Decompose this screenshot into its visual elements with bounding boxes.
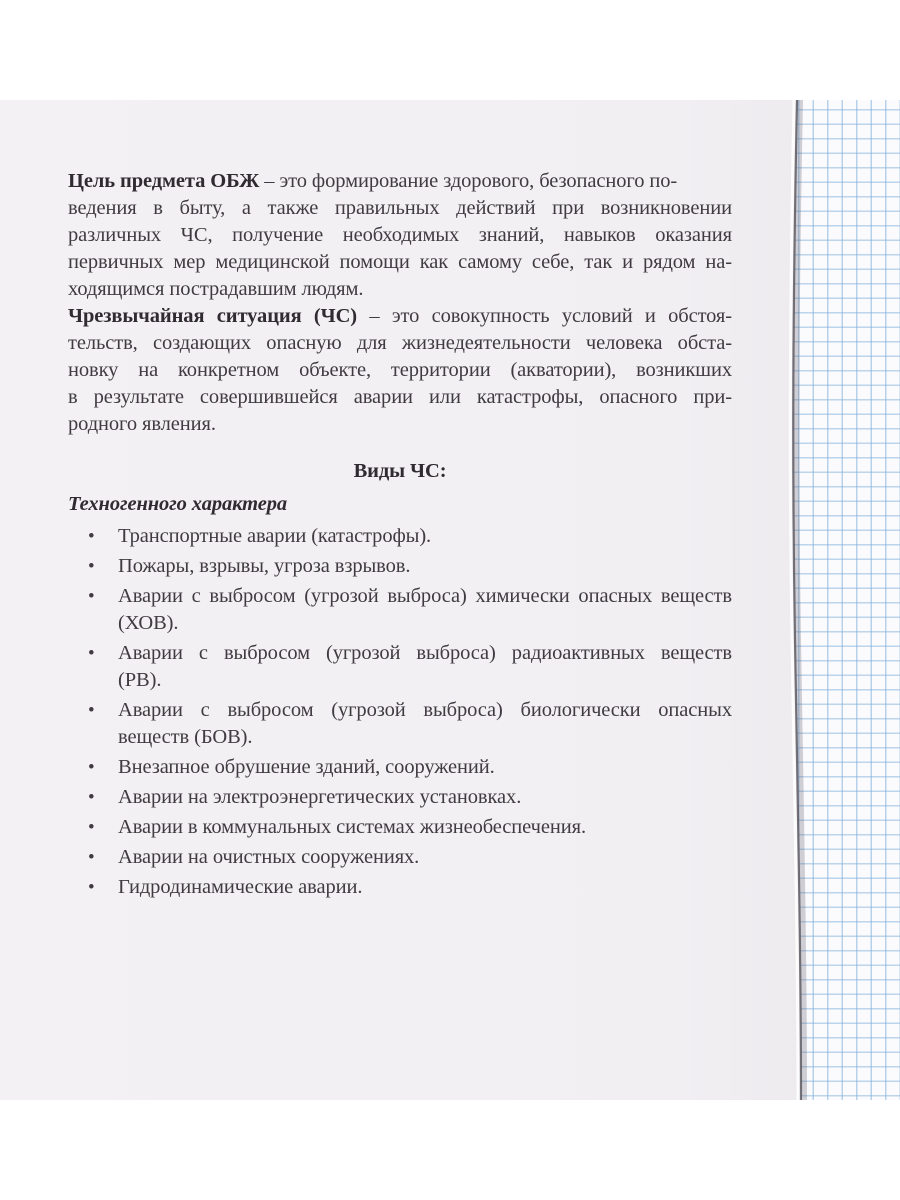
list-item-text: Аварии с выбросом (угрозой выброса) химически опасных веществ <box>118 585 732 607</box>
list-item <box>68 844 732 871</box>
list-item-text: Гидродинамические аварии. <box>118 876 363 898</box>
text-line: родного явления. <box>68 413 216 435</box>
bullet-icon: • <box>88 757 95 778</box>
list-item <box>68 784 732 811</box>
bullet-icon: • <box>88 787 95 808</box>
list-item-text: Пожары, взрывы, угроза взрывов. <box>118 555 411 577</box>
text-line: в результате совершившейся аварии или катастрофы, опасного при- <box>68 386 732 408</box>
bullet-icon: • <box>88 700 95 721</box>
paragraph-lead: Чрезвычайная ситуация (ЧС) <box>68 305 358 327</box>
paragraph-lead-rest: – это формирование здорового, безопасного по- <box>259 170 678 192</box>
bullet-icon: • <box>88 817 95 838</box>
text-line <box>68 303 732 330</box>
list-item <box>68 754 732 781</box>
list-item-text: Аварии в коммунальных системах жизнеобеспечения. <box>118 816 586 838</box>
list-item <box>68 874 732 901</box>
list-item-text: Аварии с выбросом (угрозой выброса) биологически опасных <box>118 699 732 721</box>
list-item <box>68 814 732 841</box>
text-line <box>68 170 677 192</box>
bullet-icon: • <box>88 847 95 868</box>
list-item <box>68 640 732 694</box>
hazard-list <box>68 523 732 901</box>
bullet-icon: • <box>88 556 95 577</box>
section-title: Виды ЧС: <box>353 460 447 482</box>
list-item-text: Транспортные аварии (катастрофы). <box>118 525 432 547</box>
bullet-icon: • <box>88 526 95 547</box>
text-line: ходящимся пострадавшим людям. <box>68 278 364 300</box>
list-item <box>68 553 732 580</box>
paragraph-emergency-definition <box>68 303 732 438</box>
list-item-text: веществ (БОВ). <box>118 726 253 748</box>
document-photo <box>0 100 900 1100</box>
paragraph-lead: Цель предмета ОБЖ <box>68 170 260 192</box>
page-content <box>68 168 732 904</box>
list-item-text: (РВ). <box>118 669 162 691</box>
paragraph-obzh-goal <box>68 168 732 303</box>
list-item-text: (ХОВ). <box>118 612 179 634</box>
list-item-text: Аварии на электроэнергетических установках. <box>118 786 522 808</box>
list-item-text: Аварии с выбросом (угрозой выброса) радиоактивных веществ <box>118 642 732 664</box>
text-line: различных ЧС, получение необходимых знаний, навыков оказания <box>68 224 732 246</box>
text-line: тельств, создающих опасную для жизнедеятельности человека обста- <box>68 332 732 354</box>
text-line: ведения в быту, а также правильных действий при возникновении <box>68 197 732 219</box>
text-line: новку на конкретном объекте, территории (акватории), возникших <box>68 359 732 381</box>
list-item <box>68 697 732 751</box>
text-line: первичных мер медицинской помощи как самому себе, так и рядом на- <box>68 251 732 273</box>
bullet-icon: • <box>88 877 95 898</box>
list-item-text: Внезапное обрушение зданий, сооружений. <box>118 756 495 778</box>
list-item-text: Аварии на очистных сооружениях. <box>118 846 420 868</box>
bullet-icon: • <box>88 586 95 607</box>
bullet-icon: • <box>88 643 95 664</box>
list-item <box>68 523 732 550</box>
paragraph-lead-rest: – это совокупность условий и обстоя- <box>357 305 732 327</box>
subsection-title: Техногенного характера <box>68 493 288 515</box>
list-item <box>68 583 732 637</box>
